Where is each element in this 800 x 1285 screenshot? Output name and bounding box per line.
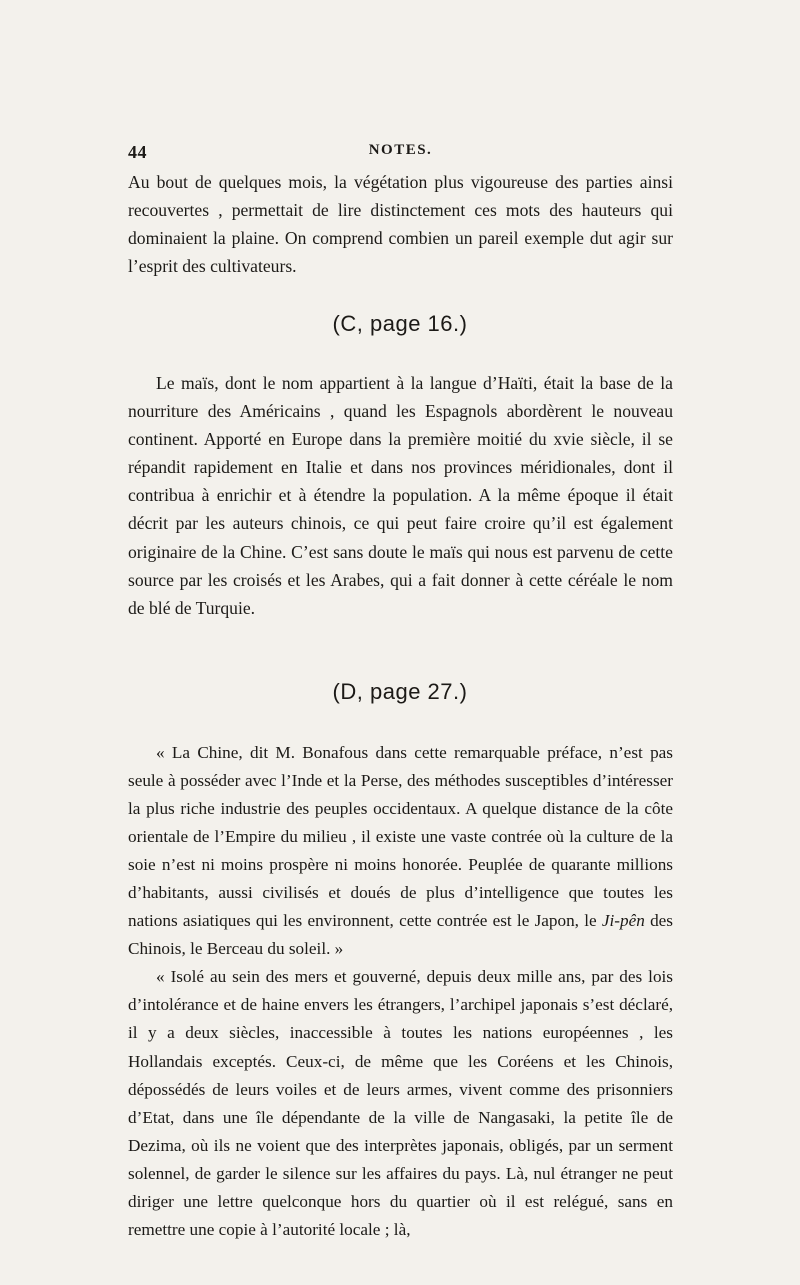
note-d-para1-end: des Chinois, le Berceau du soleil. » — [128, 911, 673, 959]
running-head: NOTES. — [368, 142, 433, 158]
intro-text — [128, 168, 673, 280]
page-number: 44 — [128, 142, 147, 162]
note-d-paragraph-2: « Isolé au sein des mers et gouverné, depuis deux mille ans, par des lois d’intolérance et de haine envers les étrangers, l’archipel japonais s’est déclaré, il y a deux siècles, inaccessible à toutes les nations européennes , les Hollandais exceptés. Ceux-ci, de même que les Coréens et les Chinois, dépossédés de leurs voiles et de leurs armes, vivent comme des prisonniers d’Etat, dans une île dépendante de la ville de Nangasaki, la petite île de Dezima, où ils ne voient que des interprètes japonais, obligés, par un serment solennel, de garder le silence sur les affaires du pays. Là, nul étranger ne peut diriger une lettre quelconque hors du quartier où il est relégué, sans en remettre une copie à l’autorité locale ; là, — [128, 967, 673, 1239]
intro-paragraph: Au bout de quelques mois, la végétation plus vigoureuse des parties ainsi recouvertes , permettait de lire distinctement ces mots des hauteurs qui dominaient la plaine. On comprend combien un pareil exemple dut agir sur l’esprit des cultivateurs. — [128, 172, 673, 277]
note-c-paragraph: Le maïs, dont le nom appartient à la langue d’Haïti, était la base de la nourriture des Américains , quand les Espagnols abordèrent le nouveau continent. Apporté en Europe dans la première moitié du xvie siècle, il se répandit rapidement en Italie et dans nos provinces méridionales, dont il contribua à enrichir et à étendre la population. A la même époque il était décrit par les auteurs chinois, ce qui peut faire croire qu’il est également originaire de la Chine. C’est sans doute le maïs qui nous est parvenu de cette source par les croisés et les Arabes, qui a fait donner à cette céréale le nom de blé de Turquie. — [128, 373, 673, 618]
note-d-para1-text: « La Chine, dit M. Bonafous dans cette remarquable préface, n’est pas seule à posséder avec l’Inde et la Perse, des méthodes susceptibles d’intéresser la plus riche industrie des peuples occidentaux. A quelque distance de la côte orientale de l’Empire du milieu , il existe une vaste contrée où la culture de la soie n’est ni moins prospère ni moins honorée. Peuplée de quarante millions d’habitants, aussi civilisés et doués de plus d’intelligence que toutes les nations asiatiques qui les environnent, cette contrée est le Japon, le — [128, 743, 673, 931]
note-d-paragraph-1 — [128, 739, 673, 963]
note-d-heading: (D, page 27.) — [332, 679, 468, 704]
note-c-body — [128, 369, 673, 622]
note-d-body — [128, 739, 673, 1244]
page-header — [128, 142, 673, 166]
note-d-japanese-term: Ji-pên — [601, 911, 645, 931]
note-c-heading: (C, page 16.) — [332, 311, 468, 336]
